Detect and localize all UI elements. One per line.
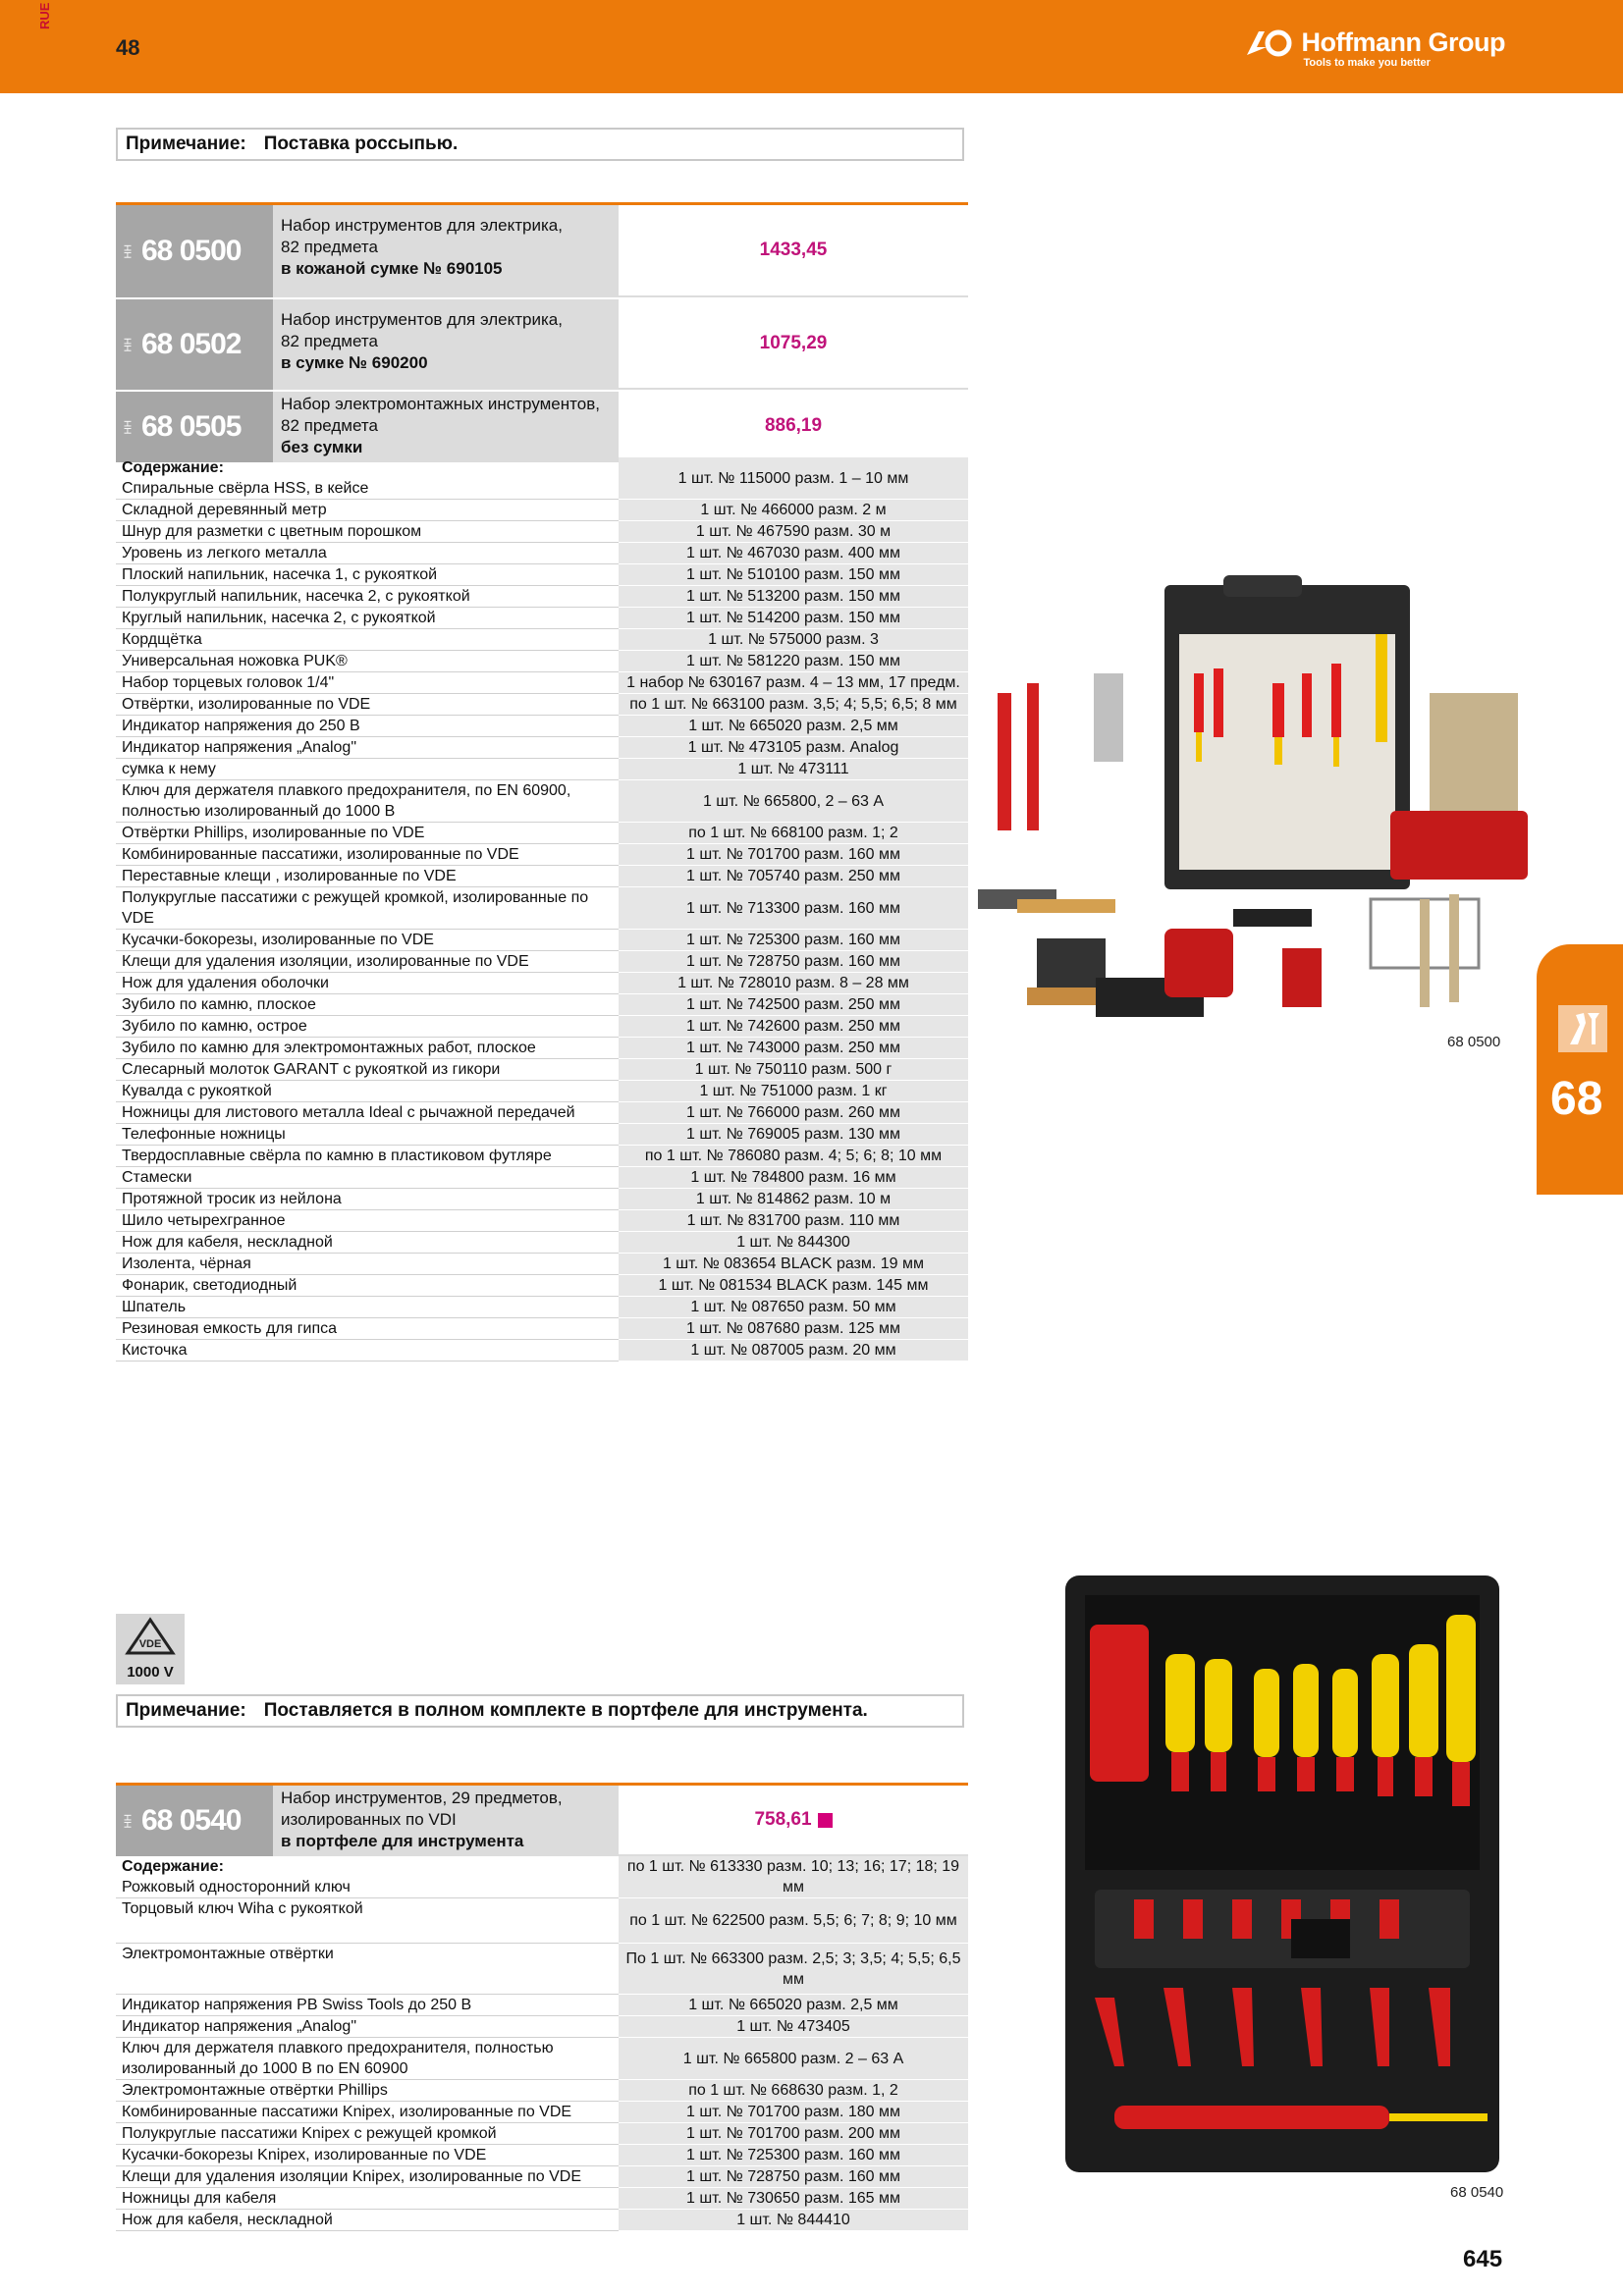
product-row[interactable] [116,299,968,392]
contents-item-text: Уровень из легкого металла [122,545,327,561]
photo-caption-top: 68 0500 [1447,1034,1501,1050]
note-bottom [116,1694,964,1728]
contents-item-name [116,2166,619,2188]
contents-item-name [116,780,619,823]
contents-item-name [116,1189,619,1210]
contents-row [116,1038,968,1059]
contents-item-name [116,1102,619,1124]
product-desc-bold: в портфеле для инструмента [281,1832,524,1850]
product-desc-line: Набор инструментов, 29 предметов, [281,1789,563,1807]
contents-item-name [116,2123,619,2145]
contents-item-text: Зубило по камню для электромонтажных работ, плоское [122,1040,536,1056]
contents-row [116,2080,968,2102]
contents-item-text: Круглый напильник, насечка 2, с рукояткой [122,610,436,626]
contents-row [116,2102,968,2123]
page-number-bottom: 645 [1463,2246,1503,2272]
brand-logo [1245,26,1505,69]
contents-item-name [116,2038,619,2080]
contents-item-spec: 1 шт. № 831700 разм. 110 мм [619,1210,968,1232]
contents-item-name [116,823,619,844]
contents-row [116,1016,968,1038]
contents-item-text: Отвёртки, изолированные по VDE [122,696,371,713]
contents-item-spec: 1 шт. № 701700 разм. 200 мм [619,2123,968,2145]
contents-row [116,1995,968,2016]
contents-item-text: Полукруглые пассатижи Knipex с режущей кромкой [122,2125,497,2142]
contents-item-name [116,2080,619,2102]
contents-row [116,1340,968,1362]
product-price [619,1786,968,1856]
contents-item-name [116,1995,619,2016]
contents-row [116,1146,968,1167]
contents-row [116,1275,968,1297]
hh-mark: HH [123,419,135,434]
contents-item-name [116,2102,619,2123]
contents-row [116,1189,968,1210]
contents-item-text: Клещи для удаления изоляции, изолированные по VDE [122,953,529,970]
contents-item-name [116,457,619,500]
product-desc-line: Набор инструментов для электрика, [281,216,563,235]
contents-item-name [116,672,619,694]
contents-item-text: Кордщётка [122,631,202,648]
contents-item-spec: 1 шт. № 713300 разм. 160 мм [619,887,968,930]
contents-item-text: Кусачки-бокорезы, изолированные по VDE [122,932,434,948]
contents-item-text: Отвёртки Phillips, изолированные по VDE [122,825,425,841]
contents-row [116,2166,968,2188]
contents-row [116,457,968,500]
note-label: Примечание: [126,133,246,154]
contents-item-name [116,521,619,543]
contents-item-name [116,973,619,994]
contents-row [116,716,968,737]
vde-triangle-icon [116,1614,185,1661]
contents-row [116,1102,968,1124]
contents-item-name [116,1059,619,1081]
contents-item-text: Зубило по камню, острое [122,1018,307,1035]
contents-item-name [116,737,619,759]
contents-item-name [116,2016,619,2038]
contents-item-text: Полукруглый напильник, насечка 2, с рукояткой [122,588,470,605]
contents-item-name [116,543,619,564]
product-desc-line: 82 предмета [281,238,378,256]
photo-caption-bottom: 68 0540 [1450,2184,1504,2201]
contents-item-name [116,1146,619,1167]
contents-row [116,521,968,543]
contents-row [116,2145,968,2166]
product-photo-top [978,575,1538,1027]
contents-row [116,1059,968,1081]
contents-item-spec: 1 шт. № 575000 разм. 3 [619,629,968,651]
contents-item-name [116,844,619,866]
contents-item-spec: по 1 шт. № 613330 разм. 10; 13; 16; 17; 18; 19 мм [619,1856,968,1898]
hoffmann-logo-icon [1245,26,1296,59]
product-row[interactable] [116,1786,968,1858]
section-number: 68 [1550,1073,1603,1125]
contents-item-text: Фонарик, светодиодный [122,1277,298,1294]
contents-item-text: Полукруглые пассатижи с режущей кромкой, изолированные по VDE [122,889,589,927]
contents-item-name [116,694,619,716]
contents-item-name [116,1210,619,1232]
product-code: 68 0502 [141,328,242,360]
note-text: Поставляется в полном комплекте в портфеле для инструмента. [263,1700,868,1721]
contents-row [116,2210,968,2231]
contents-item-name [116,1124,619,1146]
contents-item-text: Кувалда с рукояткой [122,1083,272,1099]
contents-item-text: Рожковый односторонний ключ [122,1879,351,1896]
contents-item-name [116,866,619,887]
contents-item-spec: 1 шт. № 742600 разм. 250 мм [619,1016,968,1038]
new-marker-icon [818,1813,833,1828]
contents-item-text: Протяжной тросик из нейлона [122,1191,342,1207]
contents-item-name [116,716,619,737]
contents-row [116,994,968,1016]
note-label: Примечание: [126,1700,246,1721]
note-top [116,128,964,161]
contents-item-text: Складной деревянный метр [122,502,327,518]
contents-item-spec: 1 шт. № 087650 разм. 50 мм [619,1297,968,1318]
contents-item-spec: 1 шт. № 844410 [619,2210,968,2231]
contents-item-spec: 1 шт. № 665020 разм. 2,5 мм [619,716,968,737]
product-photo-bottom [1065,1575,1499,2172]
contents-item-spec: 1 шт. № 743000 разм. 250 мм [619,1038,968,1059]
contents-item-spec: 1 шт. № 844300 [619,1232,968,1254]
contents-item-text: Нож для кабеля, нескладной [122,1234,333,1251]
contents-item-name [116,951,619,973]
product-desc-bold: в кожаной сумке № 690105 [281,259,503,278]
contents-row [116,1856,968,1898]
contents-item-name [116,930,619,951]
contents-row [116,651,968,672]
contents-item-spec: 1 шт. № 725300 разм. 160 мм [619,2145,968,2166]
contents-item-spec: 1 шт. № 728750 разм. 160 мм [619,951,968,973]
product-price: 1433,45 [619,205,968,297]
contents-row [116,951,968,973]
contents-item-name [116,1254,619,1275]
contents-item-name [116,1898,619,1944]
product-price: 1075,29 [619,299,968,390]
contents-row [116,1297,968,1318]
contents-item-text: Спиральные свёрла HSS, в кейсе [122,480,369,497]
contents-item-spec: 1 шт. № 730650 разм. 165 мм [619,2188,968,2210]
contents-item-text: Ключ для держателя плавкого предохранителя, полностью изолированный до 1000 В по EN 60900 [122,2040,554,2077]
contents-item-name [116,500,619,521]
contents-row [116,500,968,521]
contents-row [116,759,968,780]
contents-label: Содержание: [122,1858,224,1875]
product-desc-bold: без сумки [281,438,363,456]
contents-item-spec: 1 шт. № 467030 разм. 400 мм [619,543,968,564]
contents-item-name [116,1081,619,1102]
product-code: 68 0540 [141,1804,242,1837]
contents-row [116,973,968,994]
vde-voltage: 1000 V [127,1664,174,1681]
contents-item-spec: по 1 шт. № 668100 разм. 1; 2 [619,823,968,844]
contents-row [116,887,968,930]
contents-item-spec: 1 шт. № 581220 разм. 150 мм [619,651,968,672]
contents-item-name [116,651,619,672]
contents-row [116,672,968,694]
contents-item-spec: 1 шт. № 750110 разм. 500 г [619,1059,968,1081]
product-desc-line: 82 предмета [281,332,378,350]
contents-item-name [116,1856,619,1898]
contents-row [116,564,968,586]
contents-row [116,1210,968,1232]
hh-mark: HH [123,337,135,351]
contents-row [116,629,968,651]
contents-item-text: Резиновая емкость для гипса [122,1320,338,1337]
contents-item-spec: 1 шт. № 087005 разм. 20 мм [619,1340,968,1362]
contents-item-text: Слесарный молоток GARANT с рукояткой из гикори [122,1061,501,1078]
contents-item-spec: По 1 шт. № 663300 разм. 2,5; 3; 3,5; 4; 5,5; 6,5 мм [619,1944,968,1995]
product-price-value: 758,61 [754,1809,812,1830]
contents-item-spec: 1 шт. № 725300 разм. 160 мм [619,930,968,951]
contents-item-spec: 1 шт. № 751000 разм. 1 кг [619,1081,968,1102]
contents-item-name [116,1318,619,1340]
contents-row [116,780,968,823]
contents-item-spec: 1 шт. № 115000 разм. 1 – 10 мм [619,457,968,500]
contents-item-name [116,2210,619,2231]
contents-item-spec: 1 шт. № 784800 разм. 16 мм [619,1167,968,1189]
contents-item-text: Изолента, чёрная [122,1255,251,1272]
contents-label: Содержание: [122,459,224,476]
product-row[interactable] [116,205,968,299]
contents-item-spec: 1 шт. № 473405 [619,2016,968,2038]
contents-item-spec: 1 шт. № 514200 разм. 150 мм [619,608,968,629]
contents-item-text: Стамески [122,1169,192,1186]
contents-list-top [116,457,968,1362]
contents-item-name [116,1297,619,1318]
contents-item-text: Индикатор напряжения „Analog" [122,739,356,756]
vde-badge [116,1614,185,1684]
contents-item-spec: 1 шт. № 742500 разм. 250 мм [619,994,968,1016]
contents-item-text: Индикатор напряжения до 250 В [122,718,360,734]
contents-item-spec: по 1 шт. № 622500 разм. 5,5; 6; 7; 8; 9; 10 мм [619,1898,968,1944]
contents-item-spec: 1 набор № 630167 разм. 4 – 13 мм, 17 предм. [619,672,968,694]
contents-item-text: Плоский напильник, насечка 1, с рукояткой [122,566,438,583]
contents-item-text: Твердосплавные свёрла по камню в пластиковом футляре [122,1148,552,1164]
contents-item-name [116,608,619,629]
contents-item-spec: 1 шт. № 728750 разм. 160 мм [619,2166,968,2188]
contents-item-text: сумка к нему [122,761,216,777]
contents-item-spec: по 1 шт. № 786080 разм. 4; 5; 6; 8; 10 мм [619,1146,968,1167]
brand-name: Hoffmann Group [1301,27,1505,57]
contents-item-spec: 1 шт. № 705740 разм. 250 мм [619,866,968,887]
contents-item-text: Электромонтажные отвёртки Phillips [122,2082,388,2099]
contents-item-spec: по 1 шт. № 668630 разм. 1, 2 [619,2080,968,2102]
contents-row [116,543,968,564]
contents-row [116,2188,968,2210]
contents-item-spec: 1 шт. № 081534 BLACK разм. 145 мм [619,1275,968,1297]
product-table-top [116,202,968,464]
contents-item-name [116,1944,619,1995]
contents-item-spec: 1 шт. № 087680 разм. 125 мм [619,1318,968,1340]
contents-item-text: Электромонтажные отвёртки [122,1946,334,1962]
page-number-top: 48 [116,35,140,60]
contents-item-spec: 1 шт. № 473105 разм. Analog [619,737,968,759]
vde-mark-text: VDE [138,1638,162,1650]
contents-item-name [116,759,619,780]
contents-item-spec: 1 шт. № 510100 разм. 150 мм [619,564,968,586]
contents-item-spec: 1 шт. № 701700 разм. 160 мм [619,844,968,866]
contents-item-spec: 1 шт. № 701700 разм. 180 мм [619,2102,968,2123]
contents-item-spec: 1 шт. № 728010 разм. 8 – 28 мм [619,973,968,994]
contents-item-text: Шпатель [122,1299,187,1315]
contents-row [116,1124,968,1146]
contents-item-name [116,1275,619,1297]
hh-mark: HH [123,1813,135,1828]
contents-item-spec: 1 шт. № 665800, 2 – 63 А [619,780,968,823]
contents-item-text: Индикатор напряжения PB Swiss Tools до 250 В [122,1997,472,2013]
contents-row [116,1232,968,1254]
contents-item-text: Нож для кабеля, нескладной [122,2212,333,2228]
contents-item-name [116,1038,619,1059]
contents-row [116,1318,968,1340]
contents-item-name [116,586,619,608]
product-code: 68 0500 [141,235,242,267]
product-price: 886,19 [619,392,968,462]
contents-row [116,1081,968,1102]
contents-row [116,1167,968,1189]
contents-item-text: Торцовый ключ Wiha с рукояткой [122,1900,363,1917]
contents-row [116,866,968,887]
contents-item-name [116,994,619,1016]
contents-item-spec: по 1 шт. № 663100 разм. 3,5; 4; 5,5; 6,5; 8 мм [619,694,968,716]
contents-item-text: Ножницы для кабеля [122,2190,277,2207]
contents-row [116,694,968,716]
contents-item-text: Телефонные ножницы [122,1126,286,1143]
contents-row [116,823,968,844]
contents-item-name [116,1167,619,1189]
note-text: Поставка россыпью. [263,133,459,154]
contents-item-spec: 1 шт. № 473111 [619,759,968,780]
contents-row [116,2123,968,2145]
contents-item-name [116,629,619,651]
contents-item-name [116,2188,619,2210]
side-code: RUE [37,2,52,29]
contents-row [116,2016,968,2038]
contents-item-text: Набор торцевых головок 1/4" [122,674,335,691]
brand-tagline: Tools to make you better [1303,57,1431,69]
contents-item-spec: 1 шт. № 083654 BLACK разм. 19 мм [619,1254,968,1275]
contents-item-name [116,564,619,586]
contents-item-spec: 1 шт. № 769005 разм. 130 мм [619,1124,968,1146]
contents-row [116,844,968,866]
contents-item-name [116,1340,619,1362]
tools-icon [1558,1005,1607,1052]
contents-item-text: Шнур для разметки с цветным порошком [122,523,422,540]
contents-item-text: Комбинированные пассатижи, изолированные по VDE [122,846,519,863]
contents-item-spec: 1 шт. № 466000 разм. 2 м [619,500,968,521]
contents-item-text: Ключ для держателя плавкого предохранителя, по EN 60900, полностью изолированный до 1000 В [122,782,571,820]
product-desc-line: Набор электромонтажных инструментов, [281,395,600,413]
contents-row [116,1898,968,1944]
product-desc-line: изолированных по VDI [281,1810,457,1829]
contents-row [116,2038,968,2080]
product-desc-bold: в сумке № 690200 [281,353,428,372]
contents-item-spec: 1 шт. № 467590 разм. 30 м [619,521,968,543]
contents-item-name [116,1016,619,1038]
product-row[interactable] [116,392,968,464]
contents-row [116,1944,968,1995]
contents-item-text: Переставные клещи , изолированные по VDE [122,868,457,884]
contents-item-spec: 1 шт. № 766000 разм. 260 мм [619,1102,968,1124]
contents-item-text: Шило четырехгранное [122,1212,286,1229]
contents-item-text: Комбинированные пассатижи Knipex, изолированные по VDE [122,2104,572,2120]
contents-row [116,586,968,608]
contents-item-text: Кисточка [122,1342,188,1359]
contents-row [116,1254,968,1275]
contents-row [116,737,968,759]
contents-item-spec: 1 шт. № 665800 разм. 2 – 63 А [619,2038,968,2080]
hh-mark: HH [123,243,135,258]
contents-item-text: Кусачки-бокорезы Knipex, изолированные по VDE [122,2147,487,2163]
contents-item-text: Индикатор напряжения „Analog" [122,2018,356,2035]
product-desc-line: 82 предмета [281,416,378,435]
contents-item-text: Нож для удаления оболочки [122,975,329,991]
contents-item-spec: 1 шт. № 814862 разм. 10 м [619,1189,968,1210]
contents-item-spec: 1 шт. № 513200 разм. 150 мм [619,586,968,608]
contents-item-text: Универсальная ножовка PUK® [122,653,348,669]
contents-item-text: Зубило по камню, плоское [122,996,316,1013]
product-desc-line: Набор инструментов для электрика, [281,310,563,329]
contents-item-name [116,1232,619,1254]
section-tab[interactable] [1537,944,1623,1195]
contents-row [116,608,968,629]
contents-item-text: Ножницы для листового металла Ideal с рычажной передачей [122,1104,575,1121]
contents-item-name [116,887,619,930]
contents-item-name [116,2145,619,2166]
contents-row [116,930,968,951]
contents-list-bottom [116,1856,968,2231]
contents-item-spec: 1 шт. № 665020 разм. 2,5 мм [619,1995,968,2016]
product-code: 68 0505 [141,410,242,443]
product-table-bottom [116,1783,968,1858]
contents-item-text: Клещи для удаления изоляции Knipex, изолированные по VDE [122,2168,581,2185]
